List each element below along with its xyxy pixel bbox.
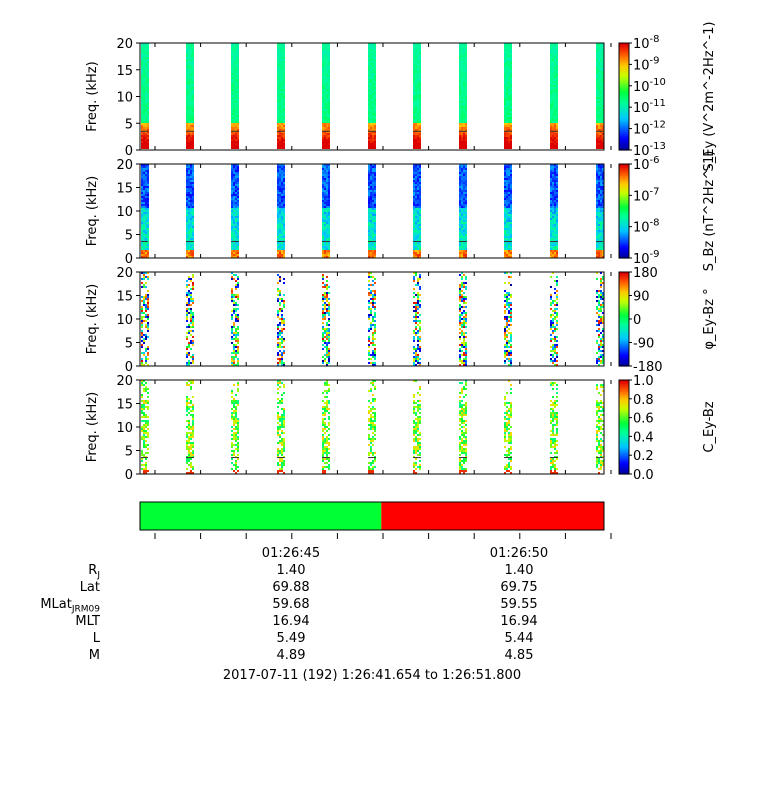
- colorbar-1: [619, 34, 666, 159]
- ytick-label-4-4: 20: [116, 374, 133, 389]
- ytick-label-1-4: 20: [116, 37, 133, 52]
- ytick-label-1-0: 0: [124, 144, 133, 159]
- ytick-label-1-1: 5: [124, 117, 133, 133]
- colorbar-tick-label-3-2: 0: [633, 313, 642, 328]
- burst-4-6: [368, 380, 376, 474]
- ytick-label-2-1: 5: [124, 228, 133, 244]
- colorbar-2: [619, 155, 660, 267]
- burst-1-9: [504, 43, 512, 149]
- burst-2-9: [504, 164, 512, 258]
- burst-3-2: [186, 274, 194, 366]
- ytick-label-4-0: 0: [124, 468, 133, 483]
- burst-3-4: [277, 274, 285, 366]
- burst-1-3: [231, 43, 239, 149]
- time-range-caption: 2017-07-11 (192) 1:26:41.654 to 1:26:51.800: [222, 668, 522, 683]
- burst-4-3: [231, 382, 239, 474]
- eph-lat-1: 69.88: [272, 580, 310, 595]
- eph-mlat-2: 59.55: [500, 597, 538, 612]
- ytick-label-4-1: 5: [124, 444, 133, 460]
- colorbar-4: [619, 374, 654, 483]
- burst-1-10: [550, 43, 558, 149]
- burst-4-4: [277, 380, 285, 474]
- colorbar-tick-label-2-1: $10^{-7}$: [633, 186, 660, 205]
- colorbar-tick-label-4-3: 0.4: [633, 430, 654, 446]
- burst-2-5: [322, 164, 330, 258]
- burst-2-7: [413, 164, 421, 258]
- burst-1-1: [141, 43, 149, 149]
- colorbar-tick-label-4-2: 0.6: [633, 411, 654, 427]
- colorbar-tick-label-1-2: $10^{-10}$: [633, 76, 666, 95]
- burst-3-10: [550, 272, 558, 366]
- eph-label-l: L: [92, 631, 100, 646]
- eph-label-rj: $R_J$: [88, 563, 100, 581]
- burst-1-7: [413, 43, 421, 149]
- eph-lat-2: 69.75: [500, 580, 538, 595]
- colorbar-tick-label-2-0: $10^{-6}$: [633, 155, 660, 173]
- eph-time-2: 01:26:50: [489, 546, 549, 561]
- colorbar-tick-label-4-4: 0.2: [633, 449, 654, 465]
- burst-1-2: [186, 43, 194, 149]
- status-segment-red: [381, 502, 604, 530]
- ytick-label-2-2: 10: [116, 205, 133, 220]
- colorbar-3: [619, 266, 663, 375]
- ytick-label-4-2: 10: [116, 421, 133, 436]
- burst-1-6: [368, 43, 376, 149]
- colorbar-label-4: C_Ey-Bz: [702, 401, 717, 453]
- burst-3-3: [231, 272, 239, 366]
- burst-4-10: [550, 382, 558, 474]
- burst-1-11: [596, 43, 604, 149]
- colorbar-tick-label-1-1: $10^{-9}$: [633, 55, 660, 74]
- ylabel-4: Freq. (kHz): [85, 391, 100, 463]
- eph-time-1: 01:26:45: [261, 546, 321, 561]
- panel-3: [85, 266, 717, 375]
- eph-m-2: 4.85: [504, 648, 534, 663]
- burst-1-4: [277, 43, 285, 149]
- status-segment-green: [140, 502, 381, 530]
- eph-mlt-2: 16.94: [500, 614, 538, 629]
- colorbar-tick-label-3-4: -180: [633, 360, 663, 375]
- colorbar-tick-label-4-5: 0.0: [633, 468, 654, 483]
- panel-1: [85, 22, 717, 172]
- burst-3-7: [413, 272, 421, 366]
- ytick-label-3-1: 5: [124, 336, 133, 352]
- status-bar: [140, 502, 611, 539]
- colorbar-tick-label-1-4: $10^{-12}$: [633, 119, 666, 138]
- burst-2-1: [141, 164, 149, 258]
- burst-3-8: [459, 272, 467, 366]
- burst-2-6: [368, 164, 376, 258]
- panel-2: [85, 151, 717, 272]
- burst-3-9: [504, 272, 512, 366]
- burst-4-2: [186, 380, 194, 474]
- ytick-label-2-3: 15: [116, 181, 133, 197]
- burst-4-8: [459, 380, 467, 474]
- burst-4-1: [141, 380, 149, 474]
- ytick-label-3-4: 20: [116, 266, 133, 281]
- burst-1-8: [459, 43, 467, 149]
- eph-m-1: 4.89: [276, 648, 306, 663]
- burst-4-9: [504, 380, 512, 474]
- eph-l-2: 5.44: [504, 631, 534, 646]
- ytick-label-1-3: 15: [116, 63, 133, 79]
- ylabel-2: Freq. (kHz): [85, 175, 100, 247]
- burst-2-10: [550, 164, 558, 258]
- eph-l-1: 5.49: [276, 631, 306, 646]
- colorbar-tick-label-4-0: 1.0: [633, 374, 654, 389]
- burst-3-5: [322, 274, 330, 366]
- burst-2-4: [277, 164, 285, 258]
- burst-2-2: [186, 164, 194, 258]
- ytick-label-3-3: 15: [116, 289, 133, 305]
- eph-rj-1: 1.40: [276, 563, 306, 578]
- burst-4-5: [322, 380, 330, 474]
- colorbar-tick-label-2-2: $10^{-8}$: [633, 217, 660, 236]
- burst-1-5: [322, 43, 330, 149]
- ytick-label-2-0: 0: [124, 252, 133, 267]
- burst-3-1: [141, 272, 149, 366]
- colorbar-tick-label-3-3: -90: [633, 336, 655, 352]
- colorbar-tick-label-3-1: 90: [633, 289, 650, 305]
- ytick-label-3-2: 10: [116, 313, 133, 328]
- burst-4-7: [413, 380, 421, 474]
- ytick-label-2-4: 20: [116, 158, 133, 173]
- burst-2-3: [231, 164, 239, 258]
- eph-mlt-1: 16.94: [272, 614, 310, 629]
- colorbar-tick-label-1-0: $10^{-8}$: [633, 34, 660, 52]
- eph-rj-2: 1.40: [504, 563, 534, 578]
- panel-4: [85, 374, 717, 483]
- eph-label-mlt: MLT: [75, 614, 100, 629]
- colorbar-tick-label-1-3: $10^{-11}$: [633, 98, 666, 117]
- ytick-label-1-2: 10: [116, 90, 133, 106]
- ytick-label-3-0: 0: [124, 360, 133, 375]
- colorbar-tick-label-2-3: $10^{-9}$: [633, 249, 660, 267]
- colorbar-label-1: S_Ey (V^2m^-2Hz^-1): [702, 21, 717, 172]
- burst-2-11: [596, 164, 604, 258]
- colorbar-label-2: S_Bz (nT^2Hz^-1): [702, 150, 717, 272]
- burst-3-6: [368, 272, 376, 366]
- burst-3-11: [596, 272, 604, 366]
- colorbar-tick-label-1-5: $10^{-13}$: [633, 141, 666, 159]
- eph-label-lat: Lat: [79, 580, 100, 595]
- colorbar-tick-label-4-1: 0.8: [633, 392, 654, 408]
- eph-label-m: M: [88, 648, 100, 663]
- colorbar-tick-label-3-0: 180: [633, 266, 658, 281]
- colorbar-label-3: φ_Ey-Bz °: [702, 288, 717, 350]
- burst-4-11: [596, 384, 604, 474]
- burst-2-8: [459, 164, 467, 258]
- ylabel-1: Freq. (kHz): [85, 61, 100, 132]
- ytick-label-4-3: 15: [116, 397, 133, 413]
- ylabel-3: Freq. (kHz): [85, 283, 100, 355]
- eph-label-mlat: MLat$_{JRM09}$: [40, 597, 100, 615]
- eph-mlat-1: 59.68: [272, 597, 310, 612]
